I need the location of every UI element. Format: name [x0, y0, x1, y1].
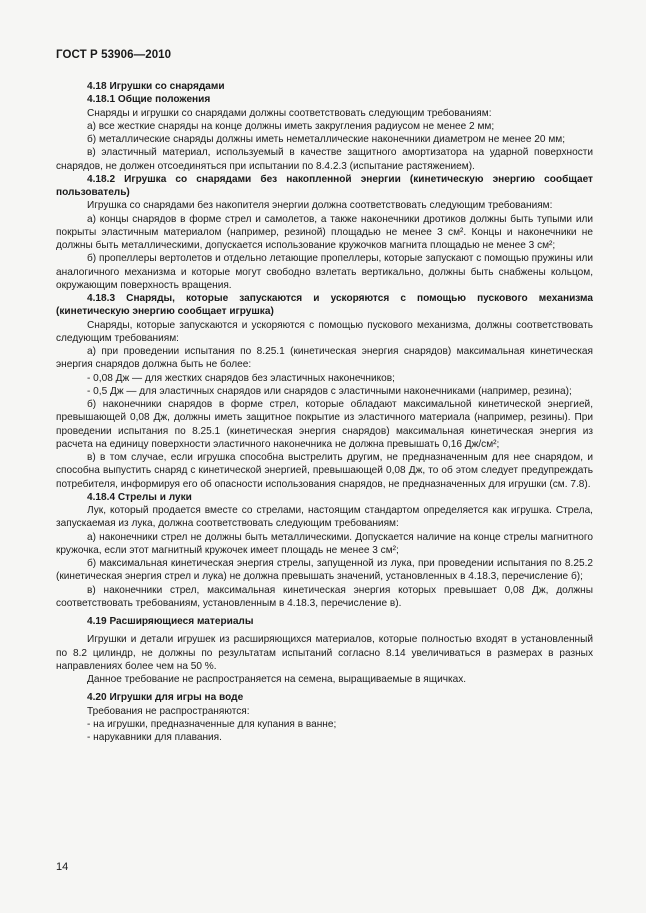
list-item: а) при проведении испытания по 8.25.1 (кинетическая энергия снарядов) максимальная кинетическая энергия снарядов должна быть не более:: [56, 346, 593, 371]
list-item: б) пропеллеры вертолетов и отдельно летающие пропеллеры, которые запускают с помощью пружины или аналогичного механизма и которые могут свободно взлетать вертикально, должны быть снабжены кольцом, окружающим поверхность вращения.: [56, 253, 593, 291]
paragraph: Требования не распространяются:: [87, 705, 250, 717]
paragraph: Игрушки и детали игрушек из расширяющихся материалов, которые полностью входят в установленный по 8.2 цилиндр, не должны по результатам испытаний согласно 8.14 увеличиваться в размерах в разных направлениях более чем на 50 %.: [56, 634, 593, 672]
list-item: - нарукавники для плавания.: [87, 732, 222, 743]
list-item: в) наконечники стрел, максимальная кинетическая энергия которых превышает 0,08 Дж, должны соответствовать требованиям, установленным в 4.18.3, перечисление в).: [56, 584, 593, 609]
paragraph: Игрушка со снарядами без накопителя энергии должна соответствовать следующим требованиям:: [87, 200, 553, 212]
subsection-heading: 4.18.1 Общие положения: [87, 94, 211, 106]
section-heading: 4.20 Игрушки для игры на воде: [87, 692, 244, 704]
list-item: в) эластичный материал, используемый в качестве защитного амортизатора на ударной поверхности снарядов, не должен отсоединяться при испытании по 8.4.2.3 (испытание растяжением).: [56, 147, 593, 172]
list-item: в) в том случае, если игрушка способна выстрелить другим, не предназначенным для нее снарядом, и способна выпустить снаряд с кинетической энергией, превышающей 0,08 Дж, то об этом следует предупреждать потребителя, информируя его об опасности использования снарядов, не предназначенных для игрушки (см. 7.8).: [56, 452, 593, 490]
document-body: [56, 80, 593, 744]
list-item: а) все жесткие снаряды на конце должны иметь закругления радиусом не менее 2 мм;: [87, 120, 495, 132]
subsection-heading: 4.18.2 Игрушка со снарядами без накопленной энергии (кинетическую энергию сообщает пользователь): [56, 173, 593, 198]
list-item: - 0,5 Дж — для эластичных снарядов или снарядов с эластичными наконечниками (например, резина);: [87, 385, 572, 397]
list-item: б) металлические снаряды должны иметь неметаллические наконечники диаметром не менее 20 мм;: [87, 134, 566, 145]
subsection-heading: 4.18.4 Стрелы и луки: [87, 491, 192, 503]
list-item: - на игрушки, предназначенные для купания в ванне;: [87, 718, 337, 730]
list-item: - 0,08 Дж — для жестких снарядов без эластичных наконечников;: [87, 372, 395, 384]
list-item: б) наконечники снарядов в форме стрел, которые обладают максимальной кинетической энергией, превышающей 0,08 Дж, должны иметь защитное покрытие из эластичного материала (например, резины). При проведении испытания по 8.25.1 (кинетическая энергия снарядов) максимальная кинетическая энергия из расчета на единицу поверхности эластичного наконечника не должна превышать 0,16 Дж/см²;: [56, 399, 593, 450]
paragraph: Лук, который продается вместе со стрелами, настоящим стандартом определяется как игрушка. Стрела, запускаемая из лука, должна соответствовать следующим требованиям:: [56, 505, 593, 530]
page-number: 14: [56, 861, 69, 873]
list-item: а) наконечники стрел не должны быть металлическими. Допускается наличие на конце стрелы магнитного кружочка, если этот магнитный кружочек имеет площадь не менее 3 см²;: [56, 531, 593, 556]
section-heading: 4.19 Расширяющиеся материалы: [87, 616, 254, 627]
paragraph: Снаряды и игрушки со снарядами должны соответствовать следующим требованиям:: [87, 107, 492, 119]
standard-header: ГОСТ Р 53906—2010: [56, 49, 172, 61]
paragraph: Данное требование не распространяется на семена, выращиваемые в ящичках.: [87, 674, 467, 685]
list-item: б) максимальная кинетическая энергия стрелы, запущенной из лука, при проведении испытания по 8.25.2 (кинетическая энергия стрел и лука) не должна превышать значений, установленных в 4.18.3, перечисление б);: [56, 558, 593, 583]
subsection-heading: 4.18.3 Снаряды, которые запускаются и ускоряются с помощью пускового механизма (кинетическую энергию сообщает игрушка): [56, 293, 593, 318]
paragraph: Снаряды, которые запускаются и ускоряются с помощью пускового механизма, должны соответствовать следующим требованиям:: [56, 319, 593, 344]
list-item: а) концы снарядов в форме стрел и самолетов, а также наконечники дротиков должны быть тупыми или покрыты эластичным материалом (например, резиной) площадью не менее 3 см². Концы и наконечники не должны быть металлическими, допускается использование кружочков магнита площадью не менее 3 см²;: [56, 213, 593, 251]
section-heading: 4.18 Игрушки со снарядами: [87, 81, 225, 92]
